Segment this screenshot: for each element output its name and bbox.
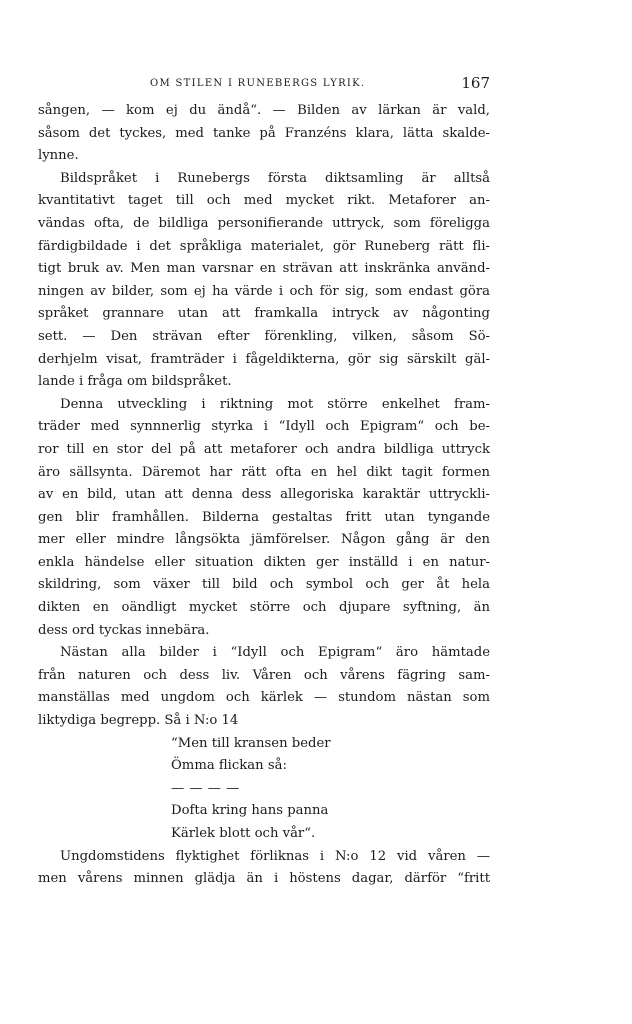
running-title: OM STILEN I RUNEBERGS LYRIK.	[150, 78, 366, 89]
text-line: sett. — Den strävan efter förenkling, vilken, såsom Sö-	[38, 328, 490, 344]
text-line: Nästan alla bilder i “Idyll och Epigram“ äro hämtade	[60, 645, 490, 661]
verse-line: “Men till kransen beder	[171, 735, 331, 751]
text-line: Denna utveckling i riktning mot större enkelhet fram-	[60, 396, 490, 412]
text-line: tigt bruk av. Men man varsnar en strävan att inskränka använd-	[38, 261, 490, 277]
text-line: lynne.	[38, 148, 79, 164]
text-line: från naturen och dess liv. Våren och vårens fägring sam-	[38, 667, 490, 683]
text-line: dess ord tyckas innebära.	[38, 622, 210, 638]
text-line: enkla händelse eller situation dikten ger inställd i en natur-	[38, 554, 490, 570]
text-line: ningen av bilder, som ej ha värde i och för sig, som endast göra	[38, 283, 490, 299]
text-line: träder med synnnerlig styrka i “Idyll och Epigram“ och be-	[38, 419, 490, 435]
text-line: språket grannare utan att framkalla intryck av någonting	[38, 306, 490, 322]
body-text	[38, 100, 490, 891]
text-line: Ungdomstidens flyktighet förliknas i N:o 12 vid våren —	[60, 848, 490, 864]
text-line: av en bild, utan att denna dess allegoriska karaktär uttryckli-	[38, 487, 490, 503]
page-number: 167	[461, 74, 490, 92]
text-line: såsom det tyckes, med tanke på Franzéns klara, lätta skalde-	[38, 125, 490, 141]
text-line: mer eller mindre långsökta jämförelser. Någon gång är den	[38, 532, 490, 548]
text-line: Bildspråket i Runebergs första diktsamling är alltså	[60, 170, 490, 186]
text-line: vändas ofta, de bildliga personifierande uttryck, som föreligga	[38, 215, 490, 231]
verse-line: Dofta kring hans panna	[171, 803, 329, 819]
text-line: men vårens minnen glädja än i höstens dagar, därför “fritt	[38, 871, 490, 887]
text-line: kvantitativt taget till och med mycket rikt. Metaforer an-	[38, 193, 490, 209]
verse-line: Ömma flickan så:	[171, 758, 287, 774]
text-line: dikten en oändligt mycket större och djupare syftning, än	[38, 600, 490, 616]
text-line: skildring, som växer till bild och symbol och ger åt hela	[38, 577, 490, 593]
text-line: sången, — kom ej du ändå“. — Bilden av lärkan är vald,	[38, 103, 490, 118]
text-line: ror till en stor del på att metaforer och andra bildliga uttryck	[38, 441, 490, 457]
verse-line: — — — —	[171, 780, 240, 796]
text-line: manställas med ungdom och kärlek — stundom nästan som	[38, 690, 490, 706]
text-line: gen blir framhållen. Bilderna gestaltas fritt utan tyngande	[38, 509, 490, 525]
text-line: färdigbildade i det språkliga materialet, gör Runeberg rätt fli-	[38, 238, 490, 254]
text-line: lande i fråga om bildspråket.	[38, 374, 232, 390]
verse-line: Kärlek blott och vår“.	[171, 826, 316, 841]
text-line: derhjelm visat, framträder i fågeldikterna, gör sig särskilt gäl-	[38, 351, 490, 367]
text-line: äro sällsynta. Däremot har rätt ofta en hel dikt tagit formen	[38, 464, 490, 480]
text-line: liktydiga begrepp. Så i N:o 14	[38, 713, 239, 729]
page-header	[38, 74, 490, 96]
